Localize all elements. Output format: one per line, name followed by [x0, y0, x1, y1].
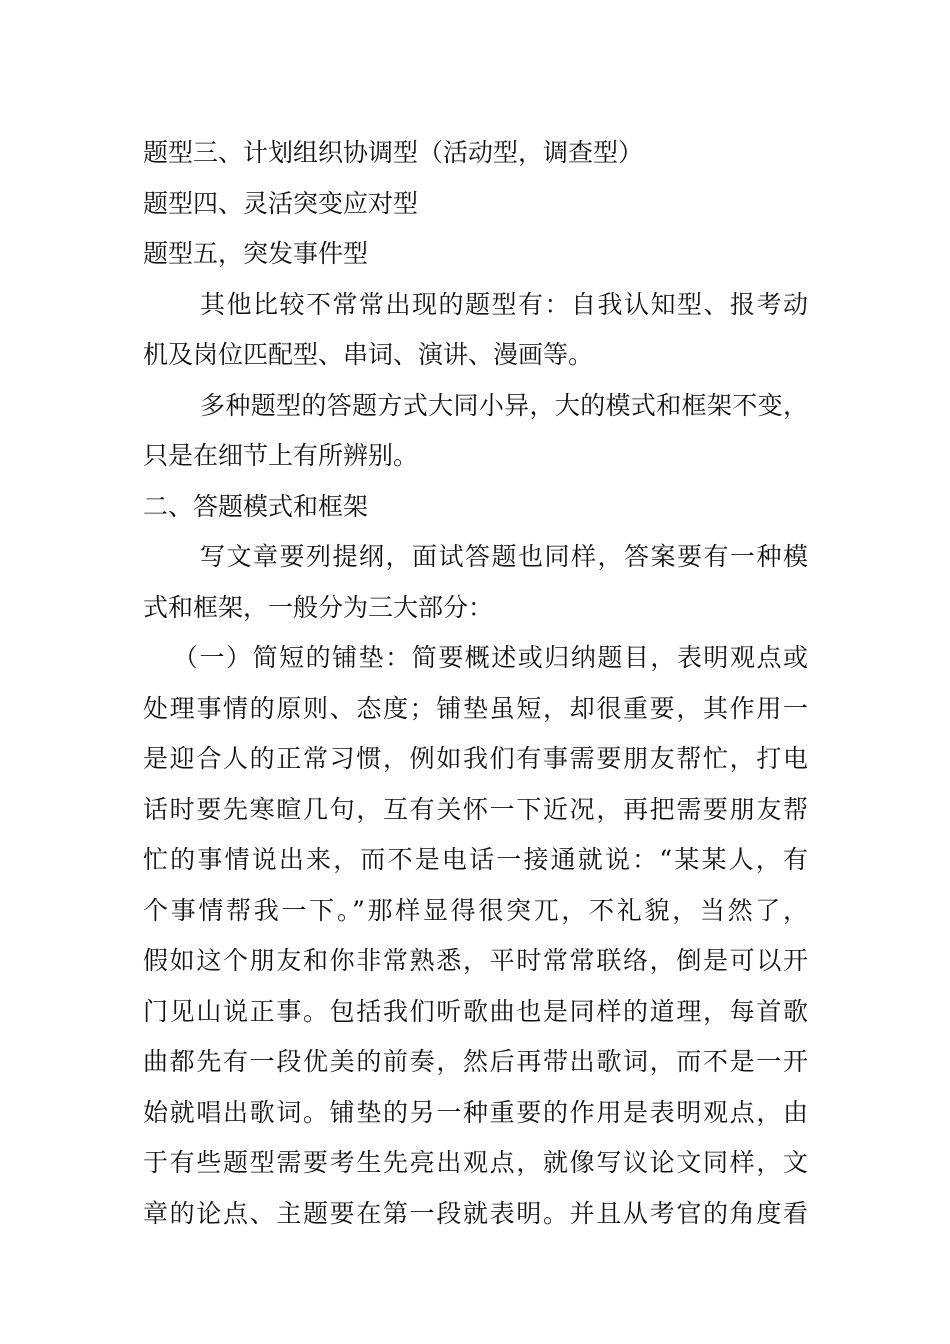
heading-type-3: 题型三、计划组织协调型（活动型，调查型） [143, 138, 644, 167]
paragraph-line: 章的论点、主题要在第一段就表明。并且从考官的角度看 [143, 1198, 808, 1228]
paragraph-line: 机及岗位匹配型、串词、演讲、漫画等。 [143, 340, 594, 369]
paragraph-line: 假如这个朋友和你非常熟悉，平时常常联络，倒是可以开 [143, 946, 808, 975]
paragraph-line: 忙的事情说出来，而不是电话一接通就说：“某某人，有 [143, 845, 808, 874]
document-page [143, 128, 808, 1239]
paragraph-line: 其他比较不常常出现的题型有：自我认知型、报考动 [200, 289, 808, 319]
paragraph-line: 只是在细节上有所辨别。 [143, 441, 419, 470]
section-heading: 二、答题模式和框架 [143, 491, 369, 521]
paragraph-line: 是迎合人的正常习惯，例如我们有事需要朋友帮忙，打电 [143, 744, 808, 773]
paragraph-line: 始就唱出歌词。铺垫的另一种重要的作用是表明观点，由 [143, 1097, 808, 1127]
paragraph-line: 个事情帮我一下。”那样显得很突兀，不礼貌，当然了， [143, 895, 808, 925]
paragraph-line: 写文章要列提纲，面试答题也同样，答案要有一种模 [200, 542, 808, 571]
paragraph-line: 话时要先寒暄几句，互有关怀一下近况，再把需要朋友帮 [143, 794, 808, 824]
heading-type-5: 题型五，突发事件型 [143, 239, 369, 268]
paragraph-line: 于有些题型需要考生先亮出观点，就像写议论文同样，文 [143, 1148, 808, 1177]
paragraph-line: 曲都先有一段优美的前奏，然后再带出歌词，而不是一开 [143, 1047, 808, 1076]
paragraph-line: 门见山说正事。包括我们听歌曲也是同样的道理，每首歌 [143, 996, 808, 1026]
paragraph-line: 处理事情的原则、态度；铺垫虽短，却很重要，其作用一 [143, 693, 808, 723]
paragraph-line: （一）简短的铺垫：简要概述或归纳题目，表明观点或 [173, 643, 808, 672]
heading-type-4: 题型四、灵活突变应对型 [143, 188, 419, 218]
paragraph-line: 多种题型的答题方式大同小异，大的模式和框架不变， [200, 390, 808, 420]
paragraph-line: 式和框架，一般分为三大部分： [143, 592, 494, 622]
